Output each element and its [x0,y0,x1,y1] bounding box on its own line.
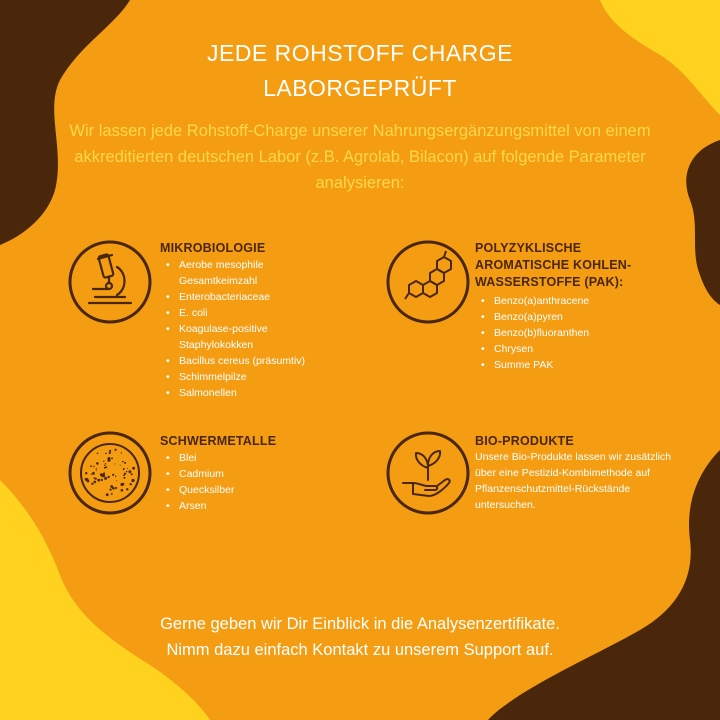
section-heading-pak: POLYZYKLISCHE AROMATISCHE KOHLEN-WASSERSTOFFE (PAK): [475,241,632,289]
list-item: • Blei [160,450,340,466]
list-item: • Bacillus cereus (präsumtiv) [160,353,340,369]
mikrobiologie-list [160,257,340,401]
pak-list [475,293,655,373]
section-heading-mikrobiologie: MIKROBIOLOGIE [160,241,266,255]
hand-plant-icon [383,428,473,518]
list-item: • Koagulase-positive Staphylokokken [160,321,340,353]
list-item: • E. coli [160,305,340,321]
list-item: • Chrysen [475,341,655,357]
molecule-icon [383,237,473,327]
list-item: • Cadmium [160,466,340,482]
list-item: • Enterobacteriaceae [160,289,340,305]
list-item: • Benzo(a)anthracene [475,293,655,309]
page-title-line-1: JEDE ROHSTOFF CHARGE [206,40,514,66]
list-item: • Benzo(b)fluoranthen [475,325,655,341]
list-item: • Aerobe mesophile Gesamtkeimzahl [160,257,340,289]
footer-line-2: Nimm dazu einfach Kontakt zu unserem Support auf. [166,641,554,659]
microscope-icon [65,237,155,327]
list-item: • Arsen [160,498,340,514]
section-heading-bio: BIO-PRODUKTE [475,434,574,448]
list-item: • Salmonellen [160,385,340,401]
footer-line-1: Gerne geben wir Dir Einblick in die Analysenzertifikate. [160,615,560,633]
page-title-line-2: LABORGEPRÜFT [263,75,457,101]
bio-description: Unsere Bio-Produkte lassen wir zusätzlich über eine Pestizid-Kombimethode auf Pflanzenschutzmittel-Rückstände untersuchen. [475,451,672,511]
metal-particles-icon [65,428,155,518]
list-item: • Benzo(a)pyren [475,309,655,325]
schwermetalle-list [160,450,340,514]
list-item: • Schimmelpilze [160,369,340,385]
list-item: • Summe PAK [475,357,655,373]
section-heading-schwermetalle: SCHWERMETALLE [160,434,277,448]
list-item: • Quecksilber [160,482,340,498]
intro-text: Wir lassen jede Rohstoff-Charge unserer Nahrungsergänzungsmittel von einem akkreditierten deutschen Labor (z.B. Agrolab, Bilacon) auf folgende Parameter analysieren: [69,122,651,192]
